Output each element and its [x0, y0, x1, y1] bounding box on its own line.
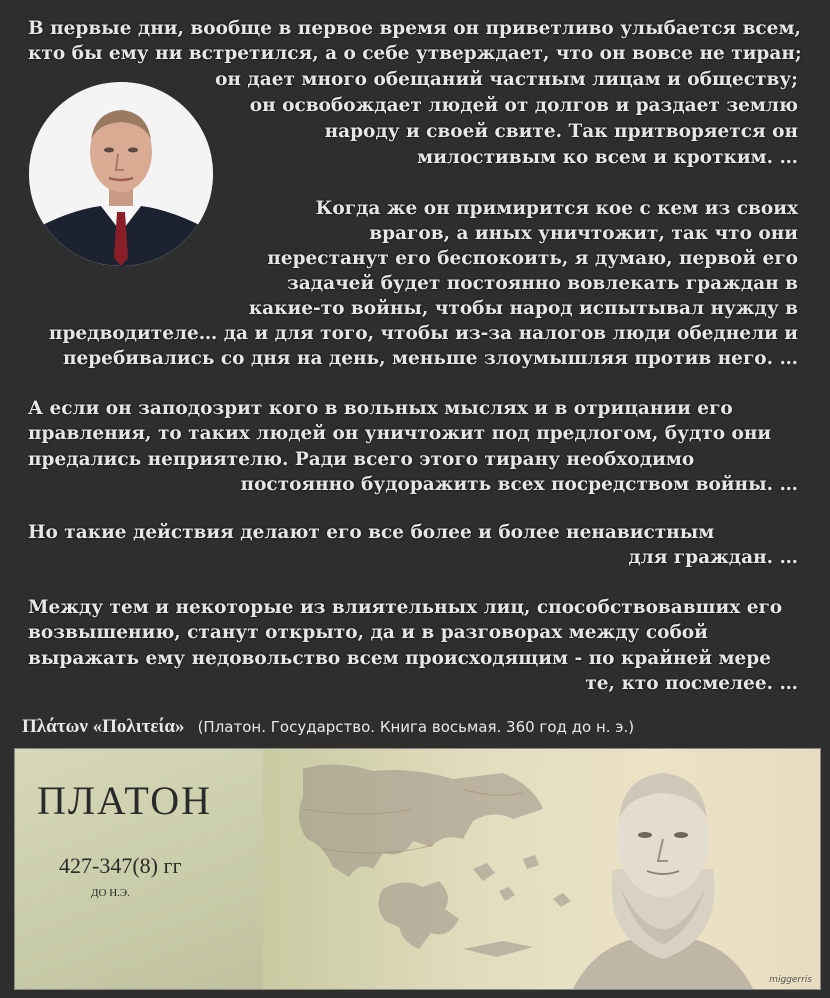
quote-line: кто бы ему ни встретился, а о себе утверждает, что он вовсе не тиран;	[28, 43, 802, 64]
quote-line: Но такие действия делают его все более и более ненавистным	[28, 522, 715, 543]
quote-line: для граждан. …	[628, 547, 798, 568]
artist-signature: miggerris	[769, 975, 812, 985]
quote-line: перебивались со дня на день, меньше злоумышляя против него. …	[62, 348, 798, 369]
quote-line: врагов, а иных уничтожит, так что они	[369, 223, 798, 244]
citation-subtitle: (Платон. Государство. Книга восьмая. 360 год до н. э.)	[197, 718, 635, 736]
quote-line: перестанут его беспокоить, я думаю, первой его	[267, 248, 798, 269]
map-background	[263, 749, 820, 989]
citation	[22, 716, 634, 742]
quote-line: Когда же он примирится кое с кем из своих	[315, 198, 798, 219]
quote-line: какие-то войны, чтобы народ испытывал нужду в	[248, 298, 798, 319]
quote-line: те, кто посмелее. …	[585, 673, 798, 694]
quote-line: В первые дни, вообще в первое время он приветливо улыбается всем,	[28, 18, 801, 39]
plato-bust-icon	[563, 749, 763, 989]
quote-line: народу и своей свите. Так притворяется он	[324, 121, 798, 142]
quote-line: правления, то таких людей он уничтожит под предлогом, будто они	[28, 423, 772, 444]
philosopher-name: ПЛАТОН	[37, 778, 213, 823]
quote-line: выражать ему недовольство всем происходящим - по крайней мере	[28, 648, 771, 669]
quote-line: он дает много обещаний частным лицам и обществу;	[215, 69, 798, 90]
quote-line: задачей будет постоянно вовлекать граждан в	[286, 273, 798, 294]
quote-line: милостивым ко всем и кротким. …	[417, 147, 798, 168]
politician-portrait-icon	[29, 82, 213, 266]
quote-line: постоянно будоражить всех посредством войны. …	[240, 474, 798, 495]
quote-line: он освобождает людей от долгов и раздает землю	[249, 95, 798, 116]
quote-line: возвышению, станут открыто, да и в разговорах между собой	[28, 622, 708, 643]
quote-line: Между тем и некоторые из влиятельных лиц, способствовавших его	[28, 597, 783, 618]
plato-banner	[14, 748, 821, 990]
life-years: 427-347(8) гг	[59, 853, 182, 878]
name-panel	[15, 749, 263, 989]
quote-line: А если он заподозрит кого в вольных мыслях и в отрицании его	[28, 398, 733, 419]
era-label: ДО Н.Э.	[91, 887, 130, 899]
quote-line: предводителе… да и для того, чтобы из-за налогов люди обеднели и	[48, 323, 798, 344]
citation-title: Πλάτων «Πολιτεία»	[22, 716, 185, 737]
quote-line: предались неприятелю. Ради всего этого тирану необходимо	[28, 449, 695, 470]
